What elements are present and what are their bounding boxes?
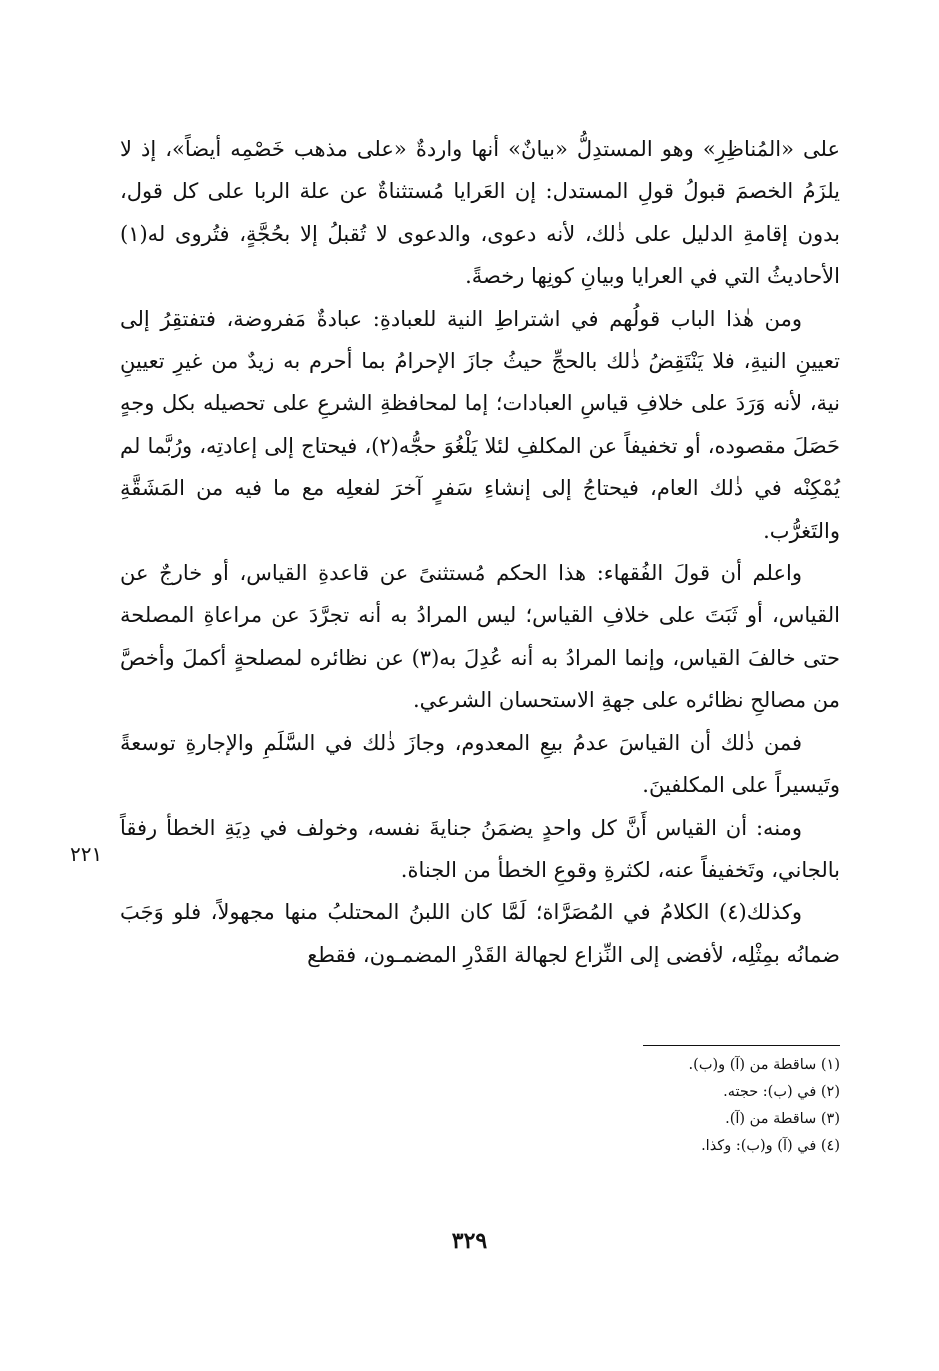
- footnote-3: (٣) ساقطة من (آ).: [725, 1111, 840, 1127]
- page-number: ٣٢٩: [451, 1228, 488, 1254]
- paragraph-6: وكذلك(٤) الكلامُ في المُصَرَّاة؛ لَمَّا كان اللبنُ المحتلبُ منها مجهولاً، فلو وَجَبَ ضمانُه بمِثْلِه، لأفضى إلى النِّزاع لجهالة القَدْرِ المضمـون، فقطع: [120, 900, 840, 967]
- margin-page-reference: ٢٢١: [70, 842, 103, 866]
- paragraph-4: فمن ذٰلك أن القياسَ عدمُ بيعِ المعدوم، وجازَ ذٰلك في السَّلَمِ والإجارةِ توسعةً وتَيسيراً على المكلفينَ.: [120, 730, 840, 798]
- paragraph-3: واعلم أن قولَ الفُقهاء: هذا الحكم مُستثنىً عن قاعدةِ القياس، أو خارجٌ عن القياس، أو ثَبَتَ على خلافِ القياس؛ ليس المرادُ به أنه تجرَّدَ عن مراعاةِ المصلحة حتى خالفَ القياس، وإنما المرادُ به أنه عُدِلَ به(٣) عن نظائره لمصلحةٍ أكملَ وأخصَّ من مصالحِ نظائره على جهةِ الاستحسان الشرعي.: [120, 561, 840, 713]
- paragraph-2: ومن هٰذا الباب قولُهم في اشتراطِ النية للعبادةِ: عبادةٌ مَفروضة، فتفتقِرُ إلى تعيينِ النيةِ، فلا يَنْتَقِضُ ذٰلك بالحجِّ حيثُ جازَ الإحرامُ بما أحرم به زيدٌ من غيرِ تعيينِ نية، لأنه وَرَدَ على خلافِ قياسِ العبادات؛ إما لمحافظةِ الشرعِ على تحصيله بكل وجهٍ حَصَلَ مقصوده، أو تخفيفاً عن المكلفِ لئلا يَلْغُوَ حجُّه(٢)، فيحتاج إلى إعادتِه، ورُبَّما لم يُمْكِنْه في ذٰلك العام، فيحتاجُ إلى إنشاءِ سَفرٍ آخرَ لفعلِه مع ما فيه من المَشَقَّةِ والتَغرُّب.: [120, 306, 840, 543]
- footnote-1: (١) ساقطة من (آ) و(ب).: [688, 1057, 840, 1073]
- footnote-divider: [643, 1045, 840, 1046]
- main-text: [120, 128, 840, 976]
- footnote-4: (٤) في (آ) و(ب): وكذا.: [701, 1138, 840, 1154]
- paragraph-5: ومنه: أن القياس أَنَّ كل واحدٍ يضمَنُ جنايةَ نفسه، وخولف في دِيَةِ الخطأ رفقاً بالجاني، وتَخفيفاً عنه، لكثرةِ وقوعِ الخطأ من الجناة.: [120, 815, 840, 882]
- footnotes: [500, 1052, 840, 1160]
- footnote-2: (٢) في (ب): حجته.: [723, 1084, 840, 1100]
- paragraph-1: على «المُناظِرِ» وهو المستدِلُّ «بيانٌ» أنها واردةٌ «على مذهب خَصْمِه أيضاً»، إذ لا يلزَمُ الخصمَ قبولُ قولِ المستدل: إن العَرايا مُستثناةٌ عن علة الربا على كل قول، بدون إقامةِ الدليل على ذٰلك، لأنه دعوى، والدعوى لا تُقبلُ إلا بحُجَّةٍ، فتُروى له(١) الأحاديثُ التي في العرايا وبيانِ كونِها رخصةً.: [120, 137, 840, 289]
